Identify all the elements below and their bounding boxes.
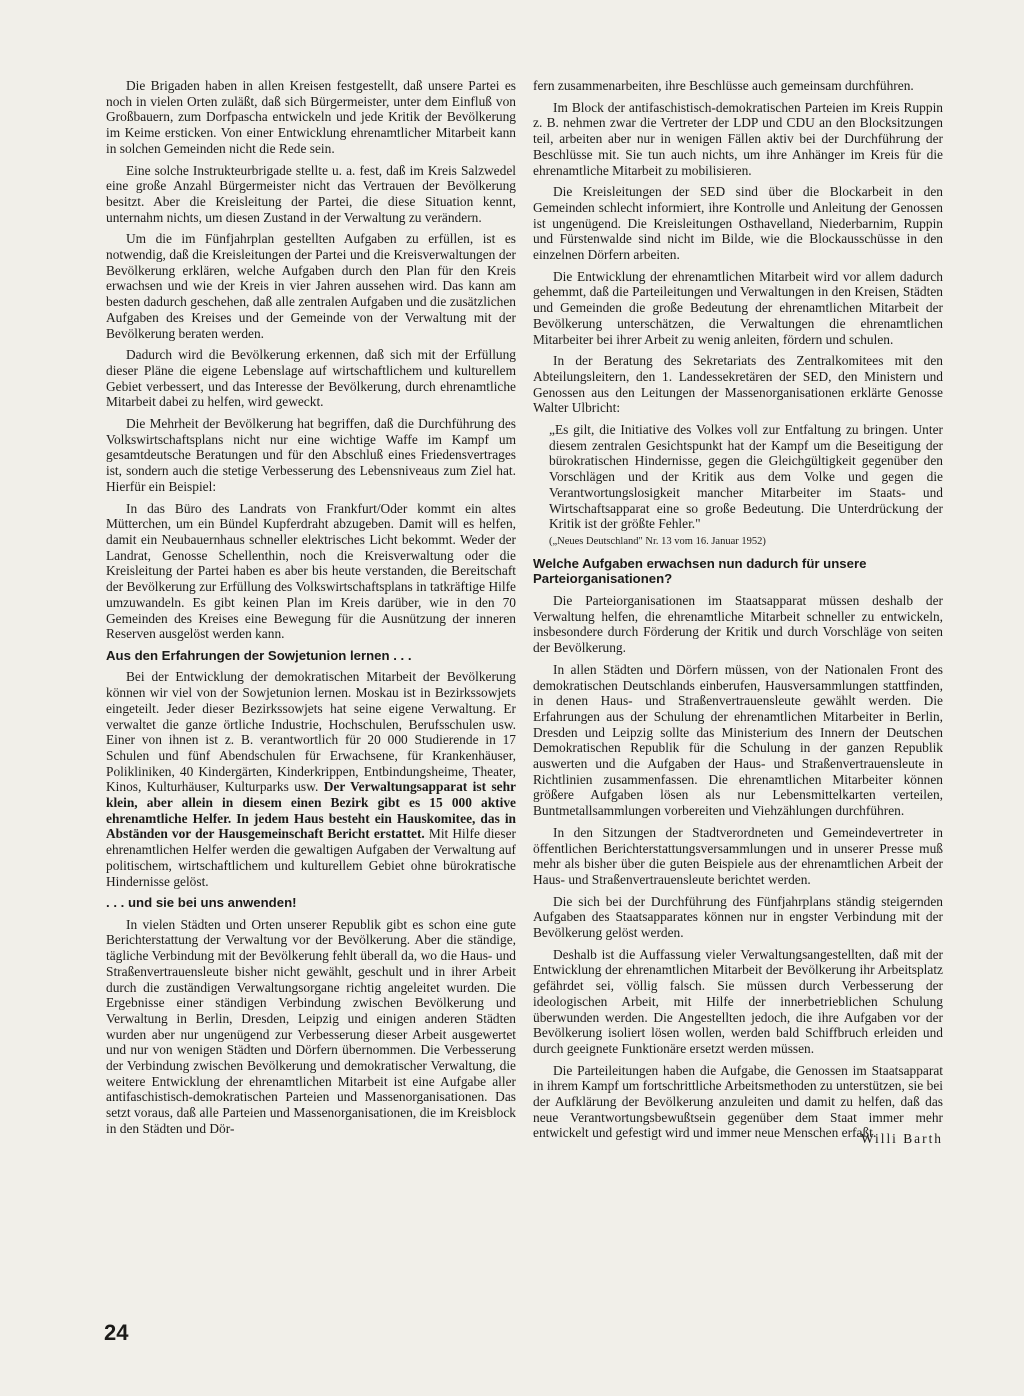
paragraph: Die Brigaden haben in allen Kreisen festgestellt, daß unsere Partei es noch in vielen Orten zuläßt, daß sich Bürgermeister, unter dem Einfluß von Großbauern, zum Dorfpascha entwickeln und jede Kritik der Bevölkerung im Keime ersticken. Von einer Entwicklung ehrenamtlicher Mitarbeit kann in solchen Gemeinden nicht die Rede sein.: [106, 78, 516, 156]
paragraph-text: Mit Hilfe dieser ehrenamtlichen Helfer werden die gewaltigen Aufgaben der Verwaltung auf politischem, wirtschaftlichem und kulturellem Gebiet ohne bürokratische Hindernisse gelöst.: [106, 826, 516, 889]
paragraph: Dadurch wird die Bevölkerung erkennen, daß sich mit der Erfüllung dieser Pläne die eigene Lebenslage auf wirtschaftlichem und kulturellem Gebiet verbessert, und das Interesse der Bevölkerung, durch ehrenamtliche Mitarbeit dabei zu helfen, wird geweckt.: [106, 347, 516, 410]
paragraph: Die Entwicklung der ehrenamtlichen Mitarbeit wird vor allem dadurch gehemmt, daß die Parteileitungen und Verwaltungen in den Kreisen, Städten und Gemeinden die große Bedeutung der ehrenamtlichen Mitarbeit der Bevölkerung unterschätzen, die Verwaltungen die ehrenamtlichen Mitarbeiter bei ihrer Arbeit zu wenig anleiten, fördern und schulen.: [533, 268, 943, 347]
left-column: [106, 78, 516, 1143]
paragraph-mixed: [106, 669, 516, 889]
author-signature: Willi Barth: [860, 1131, 943, 1147]
paragraph: Die Kreisleitungen der SED sind über die Blockarbeit in den Gemeinden schlecht informiert, ihre Kontrolle und Anleitung der Genossen ist ungenügend. Die Kreisleitungen Osthavelland, Niederbarnim, Ruppin und Fürstenwalde sind nicht im Bilde, wie die Blockausschüsse in den einzelnen Dörfern arbeiten.: [533, 184, 943, 263]
paragraph-text: Bei der Entwicklung der demokratischen Mitarbeit der Bevölkerung können wir viel von der Sowjetunion lernen. Moskau ist in Bezirkssowjets eingeteilt. Jeder dieser Bezirkssowjets hat seine eigene Verwaltung. Er verwaltet die ganze örtliche Industrie, Hochschulen, Berufsschulen usw. Einer von ihnen ist z. B. verantwortlich für 20 000 Studierende in 17 Schulen und fünf Abendschulen für Erwachsene, für Krankenhäuser, Polikliniken, 40 Kindergärten, Kinderkrippen, Entbindungsheime, Theater, Kinos, Kulturhäuser, Kulturparks usw.: [106, 669, 516, 795]
quote-source: („Neues Deutschland" Nr. 13 vom 16. Januar 1952): [549, 535, 766, 547]
paragraph: Die Parteiorganisationen im Staatsapparat müssen deshalb der Verwaltung helfen, die ehrenamtliche Mitarbeit schneller zu entwickeln, insbesondere durch Förderung der Kritik und durch Vorschläge von seiten der Bevölkerung.: [533, 592, 943, 656]
paragraph: In das Büro des Landrats von Frankfurt/Oder kommt ein altes Mütterchen, um ein Bündel Kupferdraht abzugeben. Damit will es helfen, damit ein Neubauernhaus schneller elektrisches Licht bekommt. Weder der Landrat, Genosse Schellenthin, noch die Kreisverwaltung oder die Kreisleitung der Partei haben es aber bis heute verstanden, die Bereitschaft der Bevölkerung zur Erfüllung des Volkswirtschaftsplans in tatkräftige Hilfe umzuwandeln. Es gibt keinen Plan im Kreis darüber, wie in den 70 Gemeinden des Kreises eine Bewegung für die Ausnützung der inneren Reserven ausgelöst werden kann.: [106, 500, 516, 642]
ulbricht-quote: „Es gilt, die Initiative des Volkes voll zur Entfaltung zu bringen. Unter diesem zentralen Gesichtspunkt hat der Kampf um die Beseitigung der bürokratischen Hindernisse, gegen die Gleichgültigkeit gegenüber den Vorschlägen und der Kritik aus dem Volke und gegen die Verantwortungslosigkeit mancher Mitarbeiter im Staats- und Wirtschaftsapparat eine so große Bedeutung. Die Unterdrückung der Kritik ist der größte Fehler.": [549, 422, 943, 532]
paragraph: Die sich bei der Durchführung des Fünfjahrplans ständig steigernden Aufgaben des Staatsapparates können nur in engster Verbindung mit der Bevölkerung gelöst werden.: [533, 893, 943, 941]
section-heading-soviet: Aus den Erfahrungen der Sowjetunion lernen . . .: [106, 647, 412, 663]
paragraph: Eine solche Instrukteurbrigade stellte u. a. fest, daß im Kreis Salzwedel eine große Anzahl Bürgermeister nicht das Vertrauen der Bevölkerung besitzt. Aber die Kreisleitung der Partei, die diese Situation kennt, unternahm nichts, um diesen Zustand in der Verwaltung zu verändern.: [106, 162, 516, 225]
paragraph: In den Sitzungen der Stadtverordneten und Gemeindevertreter in öffentlichen Berichterstattungsversammlungen und in unserer Presse muß mehr als bisher über die guten Beispiele aus der ehrenamtlichen Arbeit der Haus- und Straßenvertrauensleute berichtet werden.: [533, 824, 943, 887]
paragraph: Um die im Fünfjahrplan gestellten Aufgaben zu erfüllen, ist es notwendig, daß die Kreisleitungen der Partei und die Kreisverwaltungen der Bevölkerung erklären, welche Aufgaben durch den Plan für den Kreis erwachsen und wie der Kreis in vier Jahren aussehen wird. Das kann am besten dadurch geschehen, daß alle zentralen Aufgaben und die zusätzlichen Aufgaben des Kreises und der Gemeinde von der Verwaltung mit der Bevölkerung beraten werden.: [106, 231, 516, 341]
paragraph: Die Parteileitungen haben die Aufgabe, die Genossen im Staatsapparat in ihrem Kampf um fortschrittliche Arbeitsmethoden zu unterstützen, sie bei der Aufklärung der Bevölkerung anzuleiten und damit zu helfen, daß das neue Verantwortungsbewußtsein gegenüber dem Staat immer mehr entwickelt und gefestigt wird und immer neue Menschen erfaßt.: [533, 1062, 943, 1141]
section-heading-tasks: Welche Aufgaben erwachsen nun dadurch für unsere Parteiorganisationen?: [533, 555, 867, 587]
bold-passage: Der Verwaltungsapparat ist sehr klein, aber allein in diesem einen Bezirk gibt es 15 000 aktive ehrenamtliche Helfer. In jedem Haus besteht ein Hauskomitee, das in Abständen vor der Hausgemeinschaft Bericht erstattet.: [106, 779, 516, 842]
section-heading-apply: . . . und sie bei uns anwenden!: [106, 895, 297, 911]
paragraph: In vielen Städten und Orten unserer Republik gibt es schon eine gute Berichterstattung der Verwaltung vor der Bevölkerung. Aber die ständige, tägliche Verbindung mit der Bevölkerung fehlt überall da, wo die Haus- und Straßenvertrauensleute bisher nicht gewählt, geschult und in ihrer Arbeit durch die zuständigen Verwaltungsorgane richtig angeleitet wurden. Die Ergebnisse einer ständigen Verbindung zwischen Bevölkerung und Verwaltung in Berlin, Dresden, Leipzig und einigen anderen Städten wurden aber nur ungenügend zur Verbesserung dieser Arbeit ausgewertet und nur von wenigen Städten und Dörfern übernommen. Die Verbesserung der Verbindung zwischen Bevölkerung und demokratischer Verwaltung, die weitere Entwicklung der ehrenamtlichen Mitarbeit ist eine Aufgabe aller antifaschistisch-demokratischen Parteien und Massenorganisationen. Das setzt voraus, daß alle Parteien und Massenorganisationen, die im Kreisblock in den Städten und Dör-: [106, 916, 516, 1136]
paragraph-continued: fern zusammenarbeiten, ihre Beschlüsse auch gemeinsam durchführen.: [533, 78, 914, 93]
paragraph: Die Mehrheit der Bevölkerung hat begriffen, daß die Durchführung des Volkswirtschaftsplans nicht nur eine wichtige Waffe im Kampf um gesamtdeutsche Beratungen und für den Abschluß eines Friedensvertrages ist, sondern auch die stetige Verbesserung des Lebensniveaus zum Ziel hat. Hierfür ein Beispiel:: [106, 416, 516, 494]
paragraph: Im Block der antifaschistisch-demokratischen Parteien im Kreis Ruppin z. B. nehmen zwar die Vertreter der LDP und CDU an den Blocksitzungen teil, arbeiten aber nur in wenigen Fällen aktiv bei der Durchführung der Beschlüsse mit. Sie tun auch nichts, um ihre Anhänger im Kreis für die ehrenamtliche Mitarbeit zu mobilisieren.: [533, 99, 943, 178]
paragraph: In allen Städten und Dörfern müssen, von der Nationalen Front des demokratischen Deutschlands einberufen, Hausversammlungen stattfinden, in denen Haus- und Straßenvertrauensleute gewählt werden. Die Erfahrungen aus der Schulung der ehrenamtlichen Mitarbeiter in Berlin, Dresden und Leipzig sollte das Ministerium des Innern der Deutschen Demokratischen Republik für die Schulung in der ganzen Republik auswerten und die Aufgaben der Haus- und Straßenvertrauensleute in Richtlinien zusammenfassen. Die ehrenamtlichen Mitarbeiter können größere Aufgaben lösen als nur Lebensmittelkarten verteilen, Buntmetallsammlungen vorbereiten und Viehzählungen durchführen.: [533, 661, 943, 819]
right-column: [533, 78, 943, 1153]
paragraph: In der Beratung des Sekretariats des Zentralkomitees mit den Abteilungsleitern, den 1. Landessekretären der SED, den Ministern und Genossen aus den Leitungen der Massenorganisationen erklärte Genosse Walter Ulbricht:: [533, 353, 943, 416]
paragraph: Deshalb ist die Auffassung vieler Verwaltungsangestellten, daß mit der Entwicklung der ehrenamtlichen Mitarbeit der Bevölkerung ihr Arbeitsplatz gefährdet sei, völlig falsch. Sie müssen durch Verbesserung der ideologischen Arbeit, mit Hilfe der innerbetrieblichen Schulung überwunden werden. Die Angestellten jedoch, die ihre Aufgaben vor der Bevölkerung isoliert lösen wollen, werden bald Schiffbruch erleiden und durch geeignete Funktionäre ersetzt werden müssen.: [533, 946, 943, 1056]
page-number: 24: [104, 1320, 129, 1345]
